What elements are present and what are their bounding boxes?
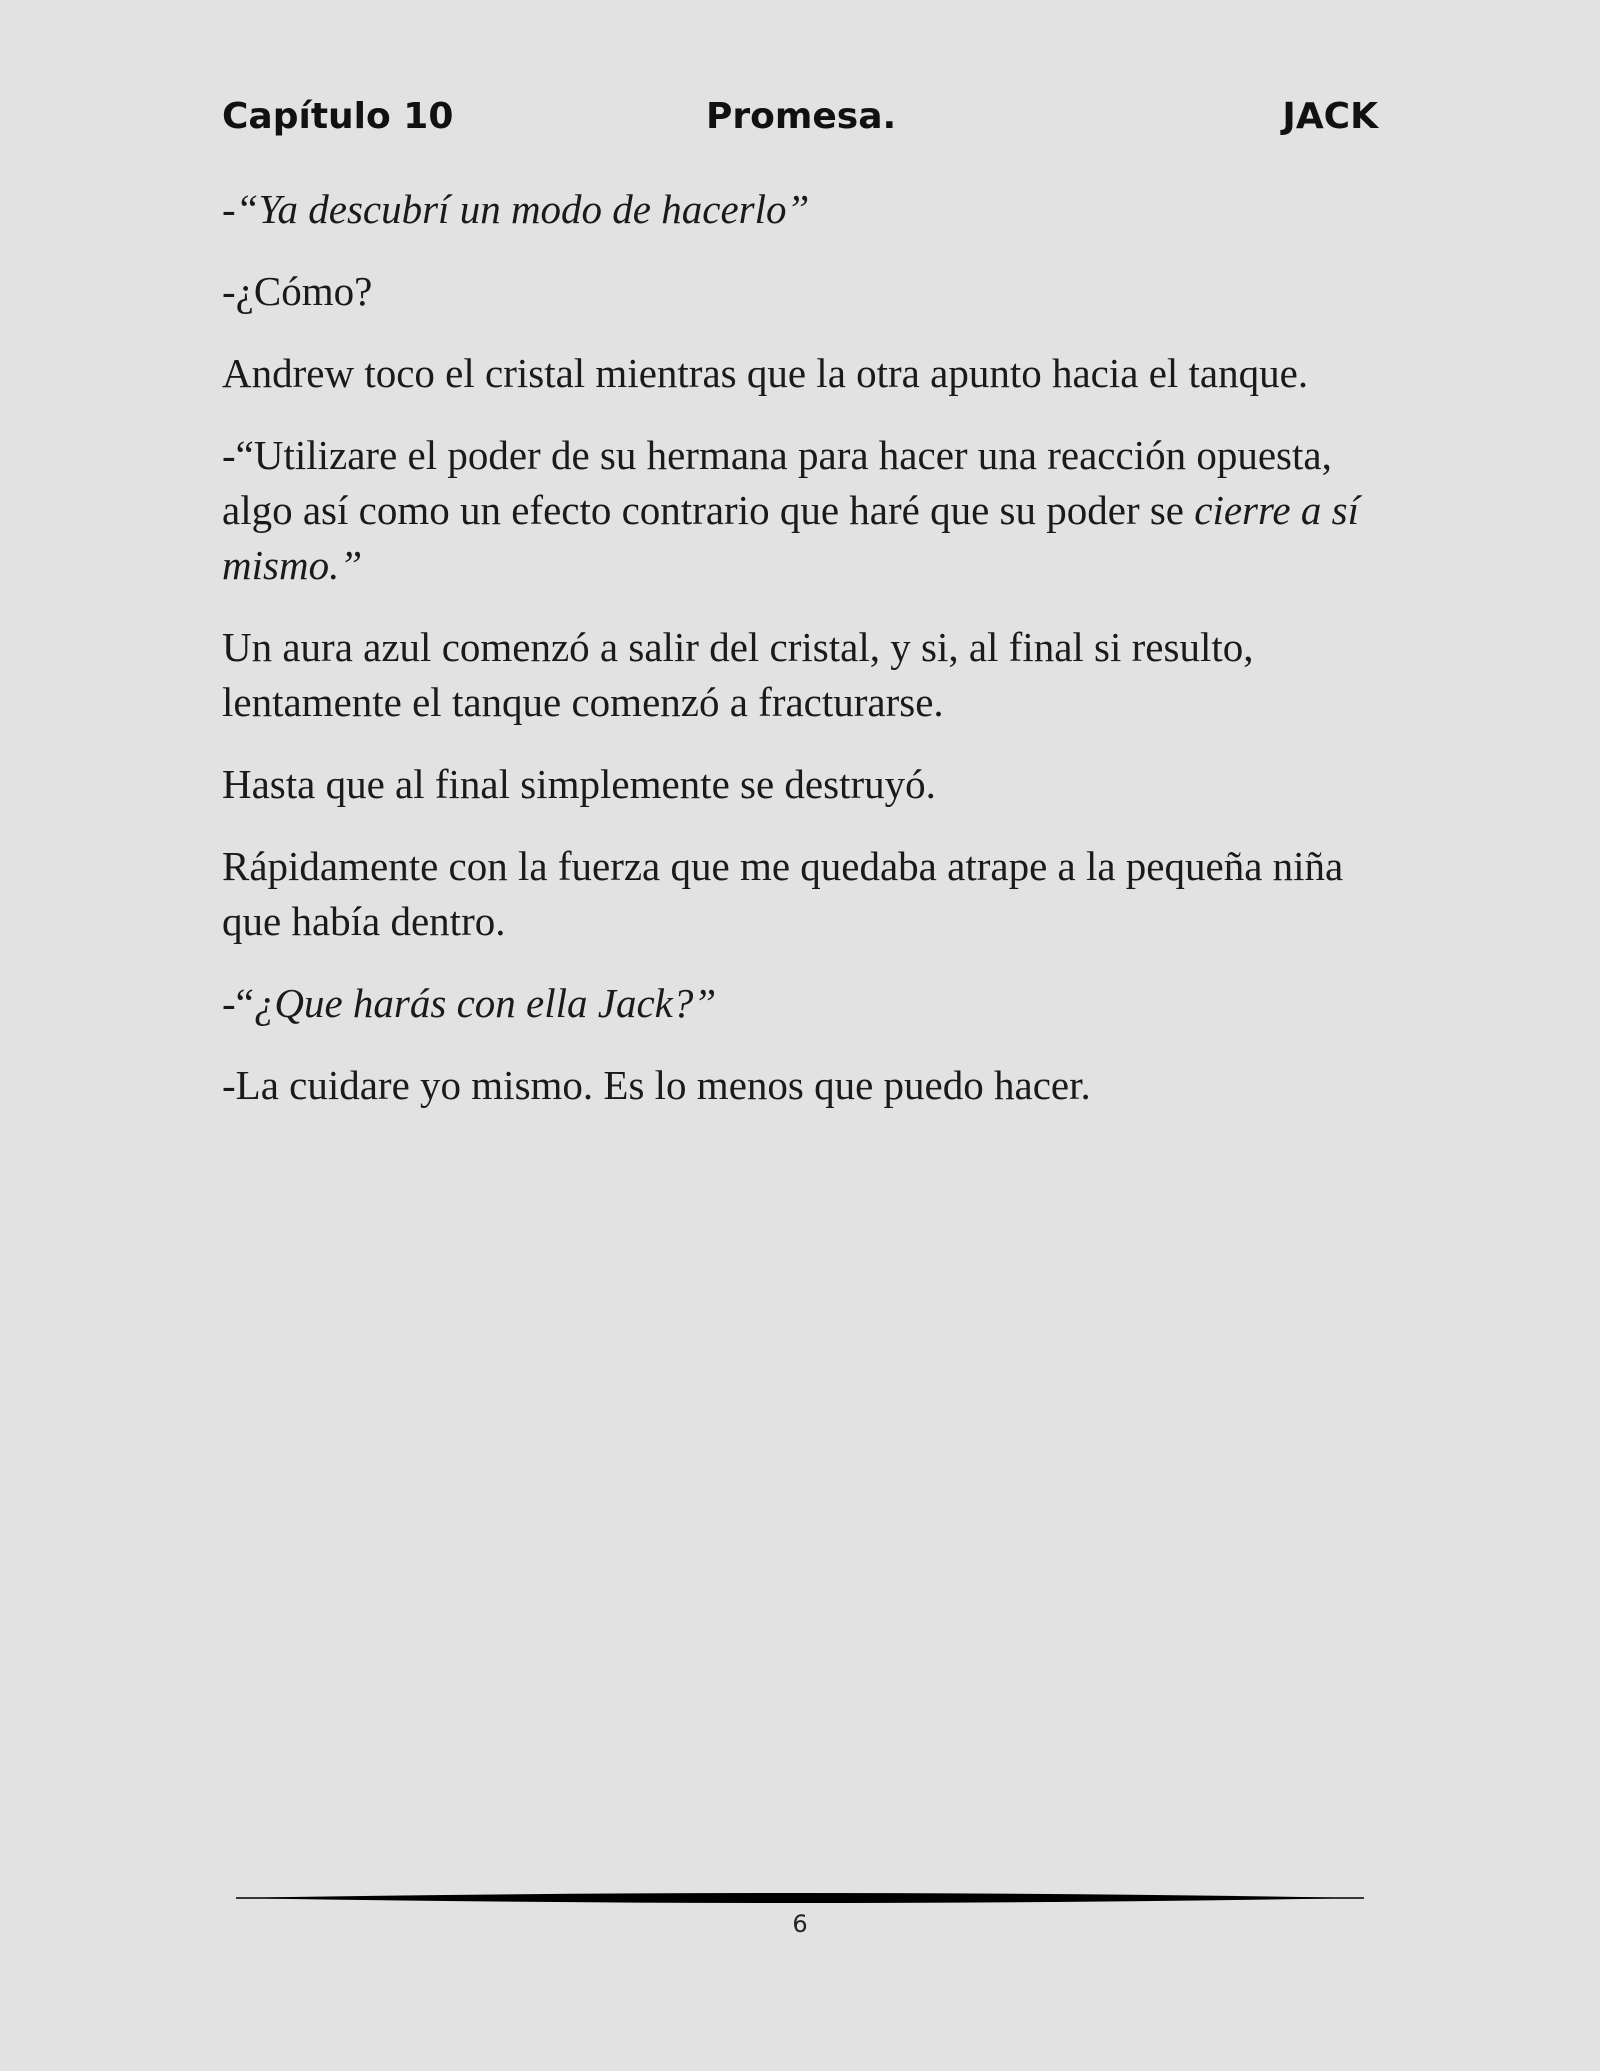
paragraph-8 bbox=[222, 976, 1378, 1031]
footer-rule bbox=[236, 1890, 1364, 1906]
dialogue-dash: -“ bbox=[222, 980, 254, 1026]
character-name: JACK bbox=[1282, 96, 1378, 137]
page-body bbox=[222, 182, 1378, 1140]
page-header bbox=[222, 96, 1378, 146]
italic-dialogue: “Ya descubrí un modo de hacerlo” bbox=[235, 186, 810, 232]
paragraph-3: Andrew toco el cristal mientras que la otra apunto hacia el tanque. bbox=[222, 350, 1309, 396]
paragraph-6: Hasta que al final simplemente se destruyó. bbox=[222, 761, 936, 807]
paragraph-5: Un aura azul comenzó a salir del cristal, y si, al final si resulto, lentamente el tanque comenzó a fracturarse. bbox=[222, 624, 1254, 725]
chapter-label: Capítulo 10 bbox=[222, 96, 454, 137]
italic-dialogue: ¿Que harás con ella Jack?” bbox=[253, 980, 717, 1026]
paragraph-4 bbox=[222, 428, 1378, 593]
paragraph-7: Rápidamente con la fuerza que me quedaba atrape a la pequeña niña que había dentro. bbox=[222, 843, 1344, 944]
chapter-title: Promesa. bbox=[706, 96, 897, 137]
paragraph-9: -La cuidare yo mismo. Es lo menos que puedo hacer. bbox=[222, 1062, 1091, 1108]
dialogue-text: -“Utilizare el poder de su hermana para hacer una reacción opuesta, algo así como un efecto contrario que haré que su poder se bbox=[222, 432, 1332, 533]
dialogue-dash: - bbox=[222, 186, 236, 232]
page-number: 6 bbox=[792, 1910, 808, 1938]
italic-dialogue: cierre a sí mismo.” bbox=[222, 487, 1359, 588]
paragraph-2: -¿Cómo? bbox=[222, 268, 373, 314]
paragraph-1 bbox=[222, 182, 1378, 237]
